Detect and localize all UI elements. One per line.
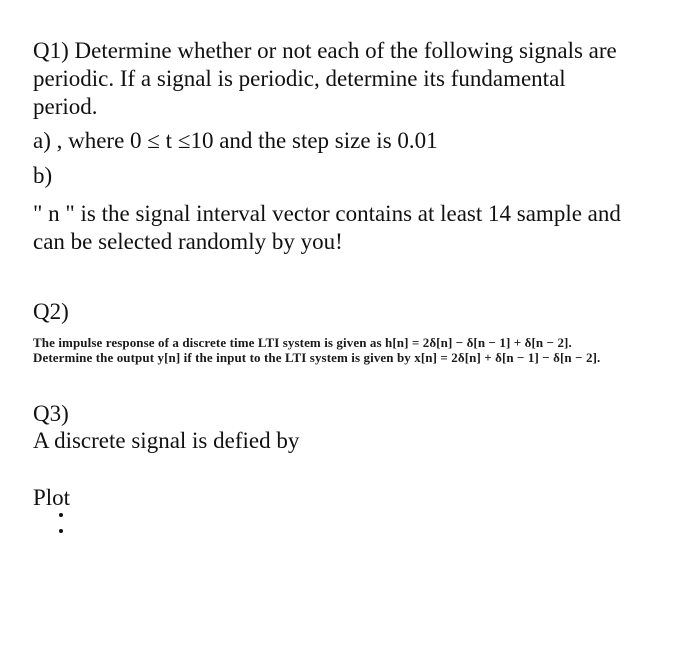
q2-body-line-2: Determine the output y[n] if the input to the LTI system is given by x[n] = 2δ[n] + δ[n − 1] − δ[n − 2]. (33, 350, 601, 365)
q1-question (33, 37, 617, 121)
q1-note (33, 200, 621, 256)
dot-top (59, 513, 63, 517)
q1-title-line-1: Q1) Determine whether or not each of the following signals are (33, 38, 617, 63)
plot-label: Plot (33, 485, 71, 510)
q1-note-line-2: can be selected randomly by you! (33, 229, 343, 254)
continuation-dots-icon (58, 508, 66, 538)
q1-title-line-2: periodic. If a signal is periodic, determine its fundamental (33, 66, 566, 91)
q2-title: Q2) (33, 299, 69, 324)
q1-title-line-3: period. (33, 94, 98, 119)
dot-bottom (59, 529, 63, 533)
q3-title: Q3) (33, 401, 69, 426)
q2-body (33, 335, 600, 365)
q1-note-line-1: " n " is the signal interval vector contains at least 14 sample and (33, 201, 621, 226)
q2-body-line-1: The impulse response of a discrete time LTI system is given as h[n] = 2δ[n] − δ[n − 1] + δ[n − 2]. (33, 335, 572, 350)
q3-body: A discrete signal is defied by (33, 428, 300, 453)
q1-part-b: b) (33, 163, 53, 188)
q1-part-a: a) , where 0 ≤ t ≤10 and the step size is 0.01 (33, 128, 438, 153)
